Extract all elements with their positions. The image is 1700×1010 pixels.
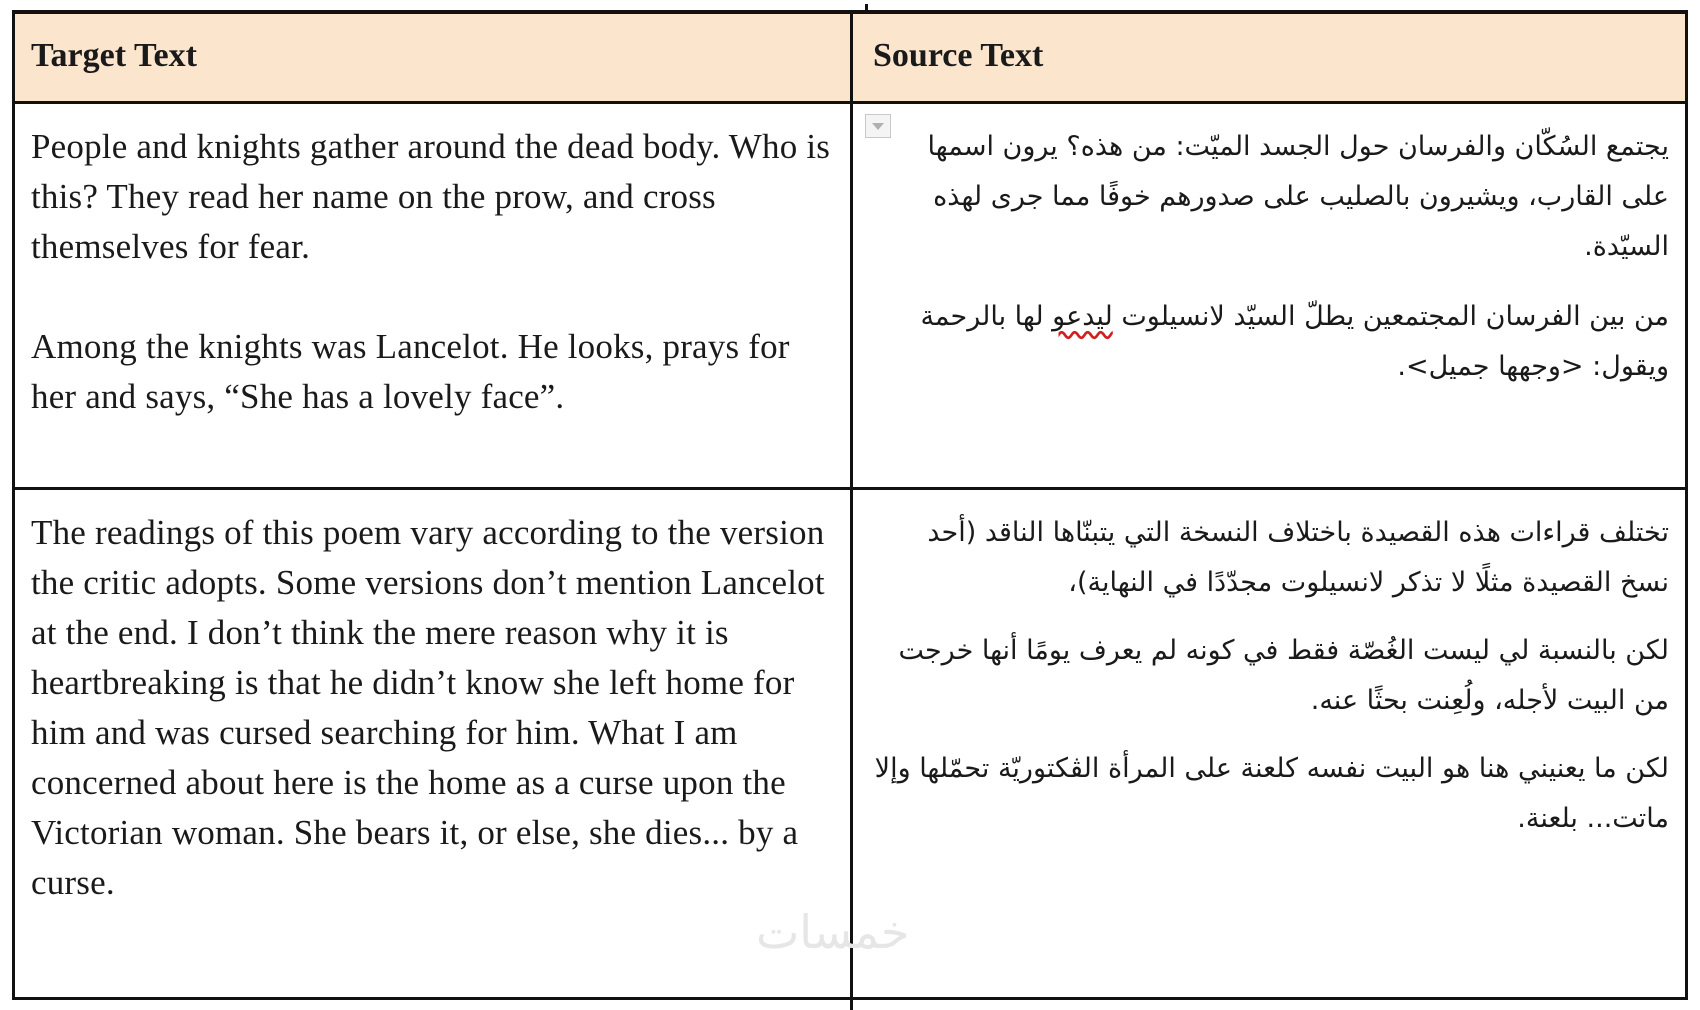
header-source-text: Source Text bbox=[873, 37, 1044, 74]
table-header-row bbox=[15, 14, 1685, 104]
source-text-segment: لها بالرحمة ويقول: <وجهها جميل>. bbox=[920, 301, 1669, 382]
source-cell[interactable] bbox=[853, 490, 1685, 1010]
source-cell[interactable] bbox=[853, 104, 1685, 487]
source-paragraph: لكن ما يعنيني هنا هو البيت نفسه كلعنة على المرأة الڤكتوريّة تحمّلها وإلا ماتت... بلعنة. bbox=[874, 753, 1669, 834]
source-paragraph: يجتمع السُكّان والفرسان حول الجسد الميّت: من هذه؟ يرون اسمها على القارب، ويشيرون بالصليب على صدورهم خوفًا مما جرى لهذه السيّدة. bbox=[927, 131, 1669, 262]
source-text-segment: من بين الفرسان المجتمعين يطلّ السيّد لانسيلوت bbox=[1112, 301, 1669, 332]
source-paragraph bbox=[873, 292, 1669, 392]
column-divider bbox=[850, 14, 853, 101]
translation-table bbox=[12, 10, 1688, 1000]
header-cell-target[interactable] bbox=[15, 14, 850, 101]
target-cell[interactable] bbox=[15, 490, 850, 1010]
spellcheck-flagged-word[interactable]: ليدعو bbox=[1052, 301, 1113, 332]
dropdown-arrow-icon[interactable] bbox=[865, 114, 891, 138]
target-paragraph: The readings of this poem vary according to the version the critic adopts. Some versions don’t mention Lancelot at the end. I don’t think the mere reason why it is heartbreaking is that he didn’t know she left home for him and was cursed searching for him. What I am concerned about here is the home as a curse upon the Victorian woman. She bears it, or else, she dies... by a curse. bbox=[31, 513, 825, 902]
source-paragraph: تختلف قراءات هذه القصيدة باختلاف النسخة التي يتبنّاها الناقد (أحد نسخ القصيدة مثلًا لا تذكر لانسيلوت مجدّدًا في النهاية)، bbox=[927, 517, 1669, 598]
watermark-logo: خمسات bbox=[756, 905, 910, 959]
column-divider bbox=[850, 104, 853, 487]
header-target-text: Target Text bbox=[31, 37, 197, 74]
target-paragraph: Among the knights was Lancelot. He looks, prays for her and says, “She has a lovely face”. bbox=[31, 327, 790, 416]
source-paragraph: لكن بالنسبة لي ليست الغُصّة فقط في كونه لم يعرف يومًا أنها خرجت من البيت لأجله، ولُعِنت بحثًا عنه. bbox=[898, 635, 1669, 716]
header-cell-source[interactable] bbox=[853, 14, 1685, 101]
target-paragraph: People and knights gather around the dead body. Who is this? They read her name on the prow, and cross themselves for fear. bbox=[31, 127, 831, 266]
table-row bbox=[15, 104, 1685, 490]
target-cell[interactable] bbox=[15, 104, 850, 487]
